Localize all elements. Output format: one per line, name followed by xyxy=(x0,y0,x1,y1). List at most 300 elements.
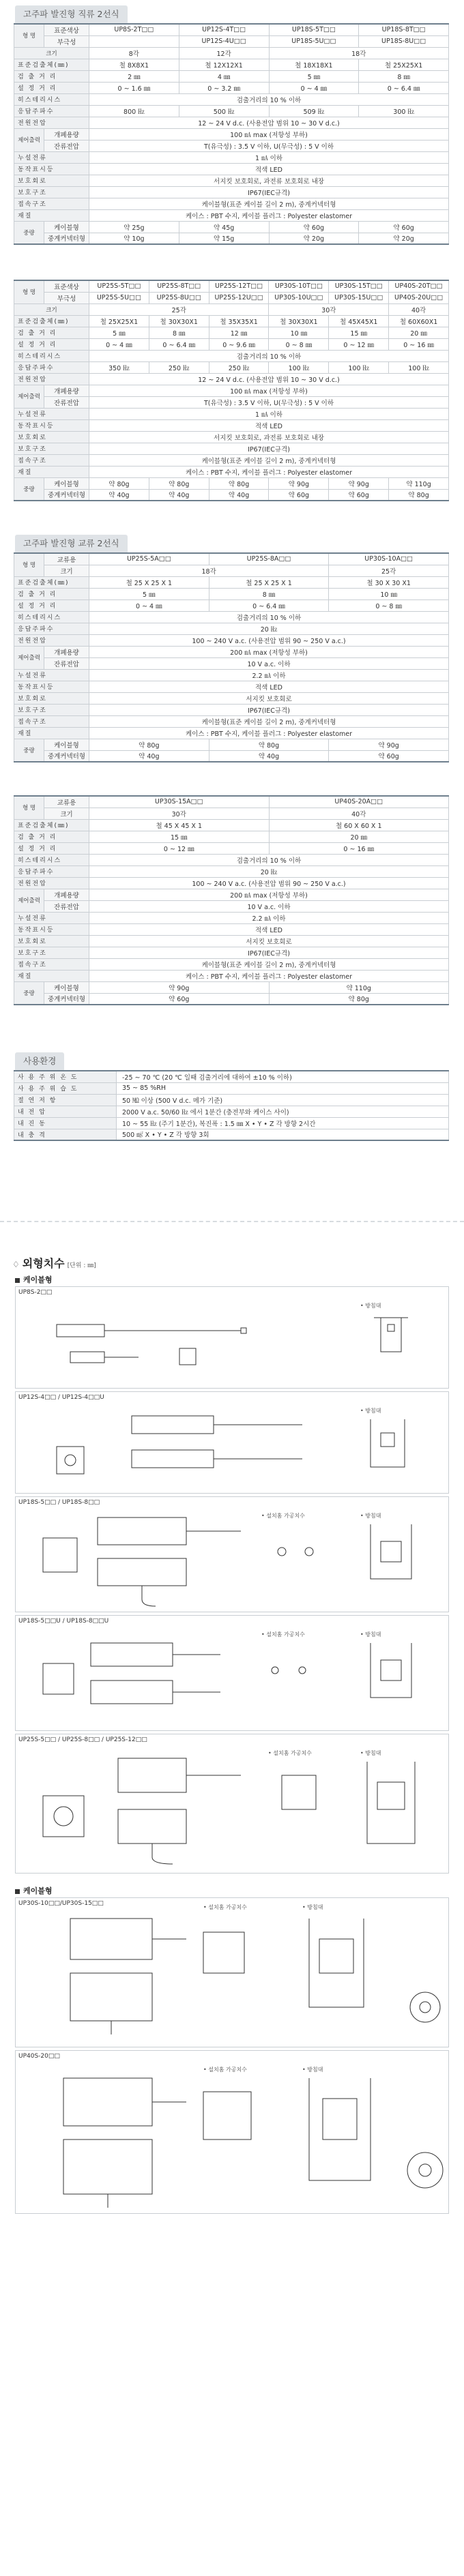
sub-label: 케이블형 xyxy=(44,477,89,489)
row-label: 재질 xyxy=(14,970,89,981)
row-label: 제어출력 xyxy=(14,646,44,669)
row-label: 전원전압 xyxy=(14,634,89,646)
cell: 철 30X30X1 xyxy=(149,315,209,327)
cell: 0 ~ 6.4 ㎜ xyxy=(149,338,209,350)
cell: 약 20g xyxy=(269,233,359,244)
cell: 0 ~ 6.4 ㎜ xyxy=(209,599,329,611)
row-label: 중량 xyxy=(14,981,44,1005)
row-label: 설 정 거 리 xyxy=(14,842,89,854)
cell: 검출거리의 10 % 이하 xyxy=(89,611,449,623)
row-label: 재질 xyxy=(14,209,89,221)
sub-label: 잔류전압 xyxy=(44,657,89,669)
cell: 1 ㎃ 이하 xyxy=(89,408,449,419)
install-note: • 설치홈 가공치수 xyxy=(268,1750,312,1756)
cell: 철 30 X 30 X1 xyxy=(329,576,449,588)
dimension-symbol-icon: ♢ xyxy=(12,1260,20,1269)
cell: 철 35X35X1 xyxy=(209,315,269,327)
model-cell: UP30S-10A□□ xyxy=(329,553,449,565)
install-note: • 설치홈 가공치수 xyxy=(261,1631,305,1638)
cell: 100 ㎃ max (저항성 부하) xyxy=(89,128,449,140)
wire-label: 부극성 xyxy=(44,35,89,47)
cell: 200 ㎃ max (저항성 부하) xyxy=(89,646,449,657)
row-label: 전원전압 xyxy=(14,877,89,889)
model-label: 형 명 xyxy=(14,24,44,47)
cell: 약 80g xyxy=(89,477,149,489)
cell: 300 ㎐ xyxy=(359,105,449,117)
model-cell: UP18S-8U□□ xyxy=(359,35,449,47)
cell: 약 80g xyxy=(389,489,449,501)
model-cell: UP40S-20U□□ xyxy=(389,292,449,304)
drawing-panel-up25s xyxy=(15,1734,449,1874)
cell: 약 10g xyxy=(89,233,179,244)
cell: IP67(IEC규격) xyxy=(89,186,449,198)
cell: 4 ㎜ xyxy=(179,70,269,82)
bracket-note: • 방침대 xyxy=(360,1631,381,1638)
row-label: 누설전류 xyxy=(14,912,89,923)
row-label: 보호회로 xyxy=(14,175,89,186)
cell: 15 ㎜ xyxy=(329,327,389,338)
cell: 약 60g xyxy=(329,750,449,762)
cell: 약 40g xyxy=(149,489,209,501)
row-label: 보호구조 xyxy=(14,443,89,454)
cell: 약 110g xyxy=(389,477,449,489)
cell: 철 25 X 25 X 1 xyxy=(89,576,209,588)
size-cell: 18각 xyxy=(89,565,329,576)
row-label: 누설전류 xyxy=(14,408,89,419)
cell: 약 40g xyxy=(209,489,269,501)
model-cell: UP8S-2T□□ xyxy=(89,24,179,35)
cell: 적색 LED xyxy=(89,681,449,692)
cell: 2.2 ㎃ 이하 xyxy=(89,912,449,923)
cell: 서지킷 보호회로 xyxy=(89,935,449,947)
model-cell: UP12S-4U□□ xyxy=(179,35,269,47)
drawing-panel-up30s xyxy=(15,1897,449,2047)
cell: 8 ㎜ xyxy=(359,70,449,82)
size-cell: 18각 xyxy=(269,47,449,59)
cell: 0 ~ 8 ㎜ xyxy=(269,338,329,350)
row-label: 히스테리시스 xyxy=(14,93,89,105)
cell: IP67(IEC규격) xyxy=(89,704,449,715)
cell: 509 ㎐ xyxy=(269,105,359,117)
spec-table-dc-large xyxy=(14,280,449,501)
cell: 250 ㎐ xyxy=(209,361,269,373)
cell: 약 90g xyxy=(89,981,270,993)
size-label: 크기 xyxy=(14,304,89,315)
panel-label: UP18S-5□□U / UP18S-8□□U xyxy=(18,1618,109,1625)
row-label: 설 정 거 리 xyxy=(14,82,89,93)
size-cell: 8각 xyxy=(89,47,179,59)
row-label: 제어출력 xyxy=(14,889,44,912)
row-label: 내 전 압 xyxy=(14,1106,117,1117)
model-cell: UP25S-5A□□ xyxy=(89,553,209,565)
row-label: 히스테리시스 xyxy=(14,854,89,865)
spec-table-ac-large xyxy=(14,795,449,1005)
section-divider xyxy=(0,1221,464,1222)
cell: 철 8X8X1 xyxy=(89,59,179,70)
install-note: • 설치홈 가공치수 xyxy=(261,1513,305,1519)
panel-label: UP18S-5□□ / UP18S-8□□ xyxy=(18,1499,100,1506)
drawing-panel-up18s xyxy=(15,1496,449,1612)
cell: 적색 LED xyxy=(89,163,449,175)
cell: 케이스 : PBT 수지, 케이블 플러그 : Polyester elastomer xyxy=(89,970,449,981)
sub-label: 개폐용량 xyxy=(44,889,89,900)
row-label: 표준검출체(㎜) xyxy=(14,315,89,327)
wire-label: 교류용 xyxy=(44,553,89,565)
model-cell: UP40S-20A□□ xyxy=(269,796,449,808)
cell: 케이스 : PBT 수지, 케이블 플러그 : Polyester elastomer xyxy=(89,466,449,477)
cell: 서지킷 보호회로, 과전류 보호회로 내장 xyxy=(89,431,449,443)
cell: 100 ㎐ xyxy=(329,361,389,373)
cell: 5 ㎜ xyxy=(269,70,359,82)
cell: 35 ~ 85 %RH xyxy=(117,1082,449,1094)
cell: 5 ㎜ xyxy=(89,588,209,599)
row-label: 보호회로 xyxy=(14,431,89,443)
model-label: 형 명 xyxy=(14,796,44,819)
cell: 약 90g xyxy=(329,477,389,489)
cell: 철 45X45X1 xyxy=(329,315,389,327)
size-label: 크기 xyxy=(44,565,89,576)
drawing-svg xyxy=(16,1898,450,2048)
cell: 0 ~ 16 ㎜ xyxy=(269,842,449,854)
sub-label: 잔류전압 xyxy=(44,396,89,408)
panel-label: UP40S-20□□ xyxy=(18,2053,60,2060)
cell: 약 60g xyxy=(269,221,359,233)
row-label: 절 연 저 항 xyxy=(14,1094,117,1106)
row-label: 표준검출체(㎜) xyxy=(14,576,89,588)
cell: 15 ㎜ xyxy=(89,831,270,842)
cell: 12 ㎜ xyxy=(209,327,269,338)
drawing-panel-up18s-u xyxy=(15,1615,449,1731)
row-label: 검 출 거 리 xyxy=(14,831,89,842)
row-label: 사 용 주 위 온 도 xyxy=(14,1071,117,1082)
row-label: 제어출력 xyxy=(14,385,44,408)
panel-label: UP12S-4□□ / UP12S-4□□U xyxy=(18,1394,104,1401)
cell: 약 80g xyxy=(209,739,329,750)
bracket-note: • 방침대 xyxy=(360,1303,381,1309)
cell: 250 ㎐ xyxy=(149,361,209,373)
cell: 약 110g xyxy=(269,981,449,993)
cell: 약 40g xyxy=(209,750,329,762)
row-label: 누설전류 xyxy=(14,669,89,681)
cell: 검출거리의 10 % 이하 xyxy=(89,93,449,105)
cable-type-heading xyxy=(15,1274,53,1285)
cell: 10 V a.c. 이하 xyxy=(89,900,449,912)
spec-table-environment xyxy=(14,1070,449,1141)
section-tag-env: 사용환경 xyxy=(15,1052,64,1070)
size-cell: 30각 xyxy=(269,304,389,315)
cell: 350 ㎐ xyxy=(89,361,149,373)
row-label: 검 출 거 리 xyxy=(14,70,89,82)
cell: 12 ~ 24 V d.c. (사용전압 범위 10 ~ 30 V d.c.) xyxy=(89,117,449,128)
cell: 10 ~ 55 ㎐ (주기 1분간), 복진폭 : 1.5 ㎜ X • Y • Z 각 방향 2시간 xyxy=(117,1117,449,1129)
sub-label: 잔류전압 xyxy=(44,140,89,151)
dimensions-title-text: 외형치수 xyxy=(22,1257,65,1270)
cell: 철 25 X 25 X 1 xyxy=(209,576,329,588)
cell: 약 15g xyxy=(179,233,269,244)
cell: 20 ㎜ xyxy=(389,327,449,338)
sub-label: 개폐용량 xyxy=(44,385,89,396)
square-bullet-icon xyxy=(15,1278,20,1283)
cell: 50 ㏁ 이상 (500 V d.c. 메가 기준) xyxy=(117,1094,449,1106)
wire-label: 표준색상 xyxy=(44,280,89,292)
row-label: 동작표시등 xyxy=(14,419,89,431)
cell: 500 ㎨ X • Y • Z 각 방향 3회 xyxy=(117,1129,449,1140)
sub-label: 중계커넥터형 xyxy=(44,489,89,501)
wire-label: 부극성 xyxy=(44,292,89,304)
bracket-note: • 방침대 xyxy=(302,1904,323,1910)
cell: 적색 LED xyxy=(89,419,449,431)
size-cell: 25각 xyxy=(329,565,449,576)
cell: 0 ~ 4 ㎜ xyxy=(89,338,149,350)
dimensions-unit: [단위 : ㎜] xyxy=(67,1262,96,1269)
row-label: 전원전압 xyxy=(14,373,89,385)
cell: 1 ㎃ 이하 xyxy=(89,151,449,163)
spec-table-ac-small xyxy=(14,552,449,763)
size-cell: 30각 xyxy=(89,808,270,819)
cell: 약 25g xyxy=(89,221,179,233)
size-cell: 12각 xyxy=(179,47,269,59)
row-label: 설 정 거 리 xyxy=(14,599,89,611)
model-cell: UP12S-4T□□ xyxy=(179,24,269,35)
cell: 철 30X30X1 xyxy=(269,315,329,327)
cell: 0 ~ 12 ㎜ xyxy=(329,338,389,350)
cell: 케이스 : PBT 수지, 케이블 플러그 : Polyester elastomer xyxy=(89,209,449,221)
cell: 약 60g xyxy=(359,221,449,233)
drawing-svg xyxy=(16,1392,450,1494)
row-label: 히스테리시스 xyxy=(14,611,89,623)
section-tag-ac2: 고주파 발진형 교류 2선식 xyxy=(15,535,128,552)
section-tag-dc2: 고주파 발진형 직류 2선식 xyxy=(15,5,128,23)
drawing-svg xyxy=(16,1616,450,1732)
cell: 약 60g xyxy=(329,489,389,501)
cell: -25 ~ 70 ℃ (20 ℃ 일때 검출거리에 대하여 ±10 % 이하) xyxy=(117,1071,449,1082)
cell: 5 ㎜ xyxy=(89,327,149,338)
cell: 약 40g xyxy=(89,489,149,501)
cell: 2 ㎜ xyxy=(89,70,179,82)
cell: 서지킷 보호회로 xyxy=(89,692,449,704)
cell: 철 25X25X1 xyxy=(359,59,449,70)
cell: 약 80g xyxy=(149,477,209,489)
cell: T(유극성) : 3.5 V 이하, U(무극성) : 5 V 이하 xyxy=(89,396,449,408)
row-label: 보호회로 xyxy=(14,935,89,947)
cell: 500 ㎐ xyxy=(179,105,269,117)
cell: 0 ~ 8 ㎜ xyxy=(329,599,449,611)
row-label: 검 출 거 리 xyxy=(14,588,89,599)
model-cell: UP18S-5U□□ xyxy=(269,35,359,47)
relay-type-heading-text: 케이블형 xyxy=(23,1886,53,1895)
model-label: 형 명 xyxy=(14,280,44,304)
row-label: 표준검출체(㎜) xyxy=(14,59,89,70)
cell: 10 ㎜ xyxy=(269,327,329,338)
cell: 서지킷 보호회로, 과전류 보호회로 내장 xyxy=(89,175,449,186)
wire-label: 표준색상 xyxy=(44,24,89,35)
cell: 0 ~ 12 ㎜ xyxy=(89,842,270,854)
cell: 0 ~ 4 ㎜ xyxy=(269,82,359,93)
cell: 약 45g xyxy=(179,221,269,233)
row-label: 중량 xyxy=(14,739,44,762)
model-cell: UP25S-5U□□ xyxy=(89,292,149,304)
sub-label: 중계커넥터형 xyxy=(44,233,89,244)
cell: 0 ~ 6.4 ㎜ xyxy=(359,82,449,93)
cell: 약 80g xyxy=(89,739,209,750)
cell: 100 ㎐ xyxy=(389,361,449,373)
row-label: 보호회로 xyxy=(14,692,89,704)
size-cell: 40각 xyxy=(269,808,449,819)
cell: 케이블형(표준 케이블 길이 2 m), 중계커넥터형 xyxy=(89,958,449,970)
cell: 10 ㎜ xyxy=(329,588,449,599)
row-label: 응답주파수 xyxy=(14,361,89,373)
cell: 20 ㎐ xyxy=(89,623,449,634)
cell: 100 ㎃ max (저항성 부하) xyxy=(89,385,449,396)
drawing-panel-up40s xyxy=(15,2050,449,2214)
cell: 약 80g xyxy=(269,993,449,1005)
cell: T(유극성) : 3.5 V 이하, U(무극성) : 5 V 이하 xyxy=(89,140,449,151)
cell: 10 V a.c. 이하 xyxy=(89,657,449,669)
drawing-svg xyxy=(16,1287,450,1389)
model-cell: UP40S-20T□□ xyxy=(389,280,449,292)
size-label: 크기 xyxy=(14,47,89,59)
sub-label: 중계커넥터형 xyxy=(44,750,89,762)
relay-type-heading xyxy=(15,1885,53,1896)
cell: IP67(IEC규격) xyxy=(89,443,449,454)
row-label: 중량 xyxy=(14,221,44,244)
model-cell: UP30S-10T□□ xyxy=(269,280,329,292)
model-cell: UP25S-5T□□ xyxy=(89,280,149,292)
row-label: 응답주파수 xyxy=(14,623,89,634)
cell: 20 ㎐ xyxy=(89,865,449,877)
model-cell: UP30S-10U□□ xyxy=(269,292,329,304)
row-label: 접속구조 xyxy=(14,198,89,209)
model-label: 형 명 xyxy=(14,553,44,576)
cell: 철 12X12X1 xyxy=(179,59,269,70)
cell: 약 90g xyxy=(329,739,449,750)
model-cell: UP25S-8A□□ xyxy=(209,553,329,565)
model-cell: UP30S-15U□□ xyxy=(329,292,389,304)
row-label: 보호구조 xyxy=(14,186,89,198)
cell: 200 ㎃ max (저항성 부하) xyxy=(89,889,449,900)
cell: 검출거리의 10 % 이하 xyxy=(89,350,449,361)
model-cell: UP30S-15T□□ xyxy=(329,280,389,292)
cell: 검출거리의 10 % 이하 xyxy=(89,854,449,865)
row-label: 표준검출체(㎜) xyxy=(14,819,89,831)
model-cell: UP25S-8T□□ xyxy=(149,280,209,292)
install-note: • 설치홈 가공치수 xyxy=(203,2067,247,2073)
cell: 2000 V a.c. 50/60 ㎐ 에서 1분간 (충전부와 케이스 사이) xyxy=(117,1106,449,1117)
sub-label: 잔류전압 xyxy=(44,900,89,912)
cell: 0 ~ 16 ㎜ xyxy=(389,338,449,350)
cell: 8 ㎜ xyxy=(209,588,329,599)
bracket-note: • 방침대 xyxy=(302,2067,323,2073)
sub-label: 개폐용량 xyxy=(44,128,89,140)
cell: 약 20g xyxy=(359,233,449,244)
cell: 100 ~ 240 V a.c. (사용전압 범위 90 ~ 250 V a.c.) xyxy=(89,634,449,646)
cell: 100 ~ 240 V a.c. (사용전압 범위 90 ~ 250 V a.c.) xyxy=(89,877,449,889)
cell: 0 ~ 9.6 ㎜ xyxy=(209,338,269,350)
cell: 0 ~ 4 ㎜ xyxy=(89,599,209,611)
drawing-svg xyxy=(16,2051,450,2215)
row-label: 접속구조 xyxy=(14,715,89,727)
model-cell: UP25S-12U□□ xyxy=(209,292,269,304)
cell: 적색 LED xyxy=(89,923,449,935)
cell: 약 90g xyxy=(269,477,329,489)
row-label: 내 진 동 xyxy=(14,1117,117,1129)
cell: 케이블형(표준 케이블 길이 2 m), 중계커넥터형 xyxy=(89,198,449,209)
cell: 100 ㎐ xyxy=(269,361,329,373)
size-cell: 40각 xyxy=(389,304,449,315)
square-bullet-icon xyxy=(15,1889,20,1894)
model-cell xyxy=(89,35,179,47)
cell: 0 ~ 1.6 ㎜ xyxy=(89,82,179,93)
drawing-svg xyxy=(16,1497,450,1613)
cell: 20 ㎜ xyxy=(269,831,449,842)
cell: 약 60g xyxy=(89,993,270,1005)
row-label: 응답주파수 xyxy=(14,105,89,117)
panel-label: UP30S-10□□/UP30S-15□□ xyxy=(18,1900,104,1907)
row-label: 접속구조 xyxy=(14,454,89,466)
cell: 케이블형(표준 케이블 길이 2 m), 중계커넥터형 xyxy=(89,454,449,466)
bracket-note: • 방침대 xyxy=(360,1513,381,1519)
cell: 약 40g xyxy=(89,750,209,762)
panel-label: UP25S-5□□ / UP25S-8□□ / UP25S-12□□ xyxy=(18,1736,147,1743)
panel-label: UP8S-2□□ xyxy=(18,1289,53,1296)
cell: 케이블형(표준 케이블 길이 2 m), 중계커넥터형 xyxy=(89,715,449,727)
cell: 철 60X60X1 xyxy=(389,315,449,327)
row-label: 재질 xyxy=(14,727,89,739)
cell: 약 60g xyxy=(269,489,329,501)
row-label: 동작표시등 xyxy=(14,923,89,935)
row-label: 보호구조 xyxy=(14,947,89,958)
model-cell: UP25S-12T□□ xyxy=(209,280,269,292)
cell: 8 ㎜ xyxy=(149,327,209,338)
sub-label: 중계커넥터형 xyxy=(44,993,89,1005)
cell: 800 ㎐ xyxy=(89,105,179,117)
cell: 약 80g xyxy=(209,477,269,489)
sub-label: 개폐용량 xyxy=(44,646,89,657)
row-label: 전원전압 xyxy=(14,117,89,128)
wire-label: 교류용 xyxy=(44,796,89,808)
model-cell: UP18S-5T□□ xyxy=(269,24,359,35)
cable-type-heading-text: 케이블형 xyxy=(23,1275,53,1284)
row-label: 접속구조 xyxy=(14,958,89,970)
install-note: • 설치홈 가공치수 xyxy=(203,1904,247,1910)
sub-label: 케이블형 xyxy=(44,221,89,233)
size-label: 크기 xyxy=(44,808,89,819)
dimensions-title xyxy=(12,1255,96,1271)
row-label: 히스테리시스 xyxy=(14,350,89,361)
drawing-panel-up8s xyxy=(15,1286,449,1389)
model-cell: UP30S-15A□□ xyxy=(89,796,270,808)
row-label: 중량 xyxy=(14,477,44,501)
row-label: 검 출 거 리 xyxy=(14,327,89,338)
cell: 철 25X25X1 xyxy=(89,315,149,327)
row-label: 사 용 주 위 습 도 xyxy=(14,1082,117,1094)
row-label: 응답주파수 xyxy=(14,865,89,877)
row-label: 보호구조 xyxy=(14,704,89,715)
cell: 2.2 ㎃ 이하 xyxy=(89,669,449,681)
model-cell: UP18S-8T□□ xyxy=(359,24,449,35)
model-cell: UP25S-8U□□ xyxy=(149,292,209,304)
row-label: 누설전류 xyxy=(14,151,89,163)
cell: 케이스 : PBT 수지, 케이블 플러그 : Polyester elastomer xyxy=(89,727,449,739)
bracket-note: • 방침대 xyxy=(360,1750,381,1756)
row-label: 동작표시등 xyxy=(14,681,89,692)
drawing-svg xyxy=(16,1734,450,1874)
bracket-note: • 방침대 xyxy=(360,1408,381,1414)
cell: 철 60 X 60 X 1 xyxy=(269,819,449,831)
row-label: 동작표시등 xyxy=(14,163,89,175)
cell: 12 ~ 24 V d.c. (사용전압 범위 10 ~ 30 V d.c.) xyxy=(89,373,449,385)
spec-table-dc-small xyxy=(14,23,449,245)
